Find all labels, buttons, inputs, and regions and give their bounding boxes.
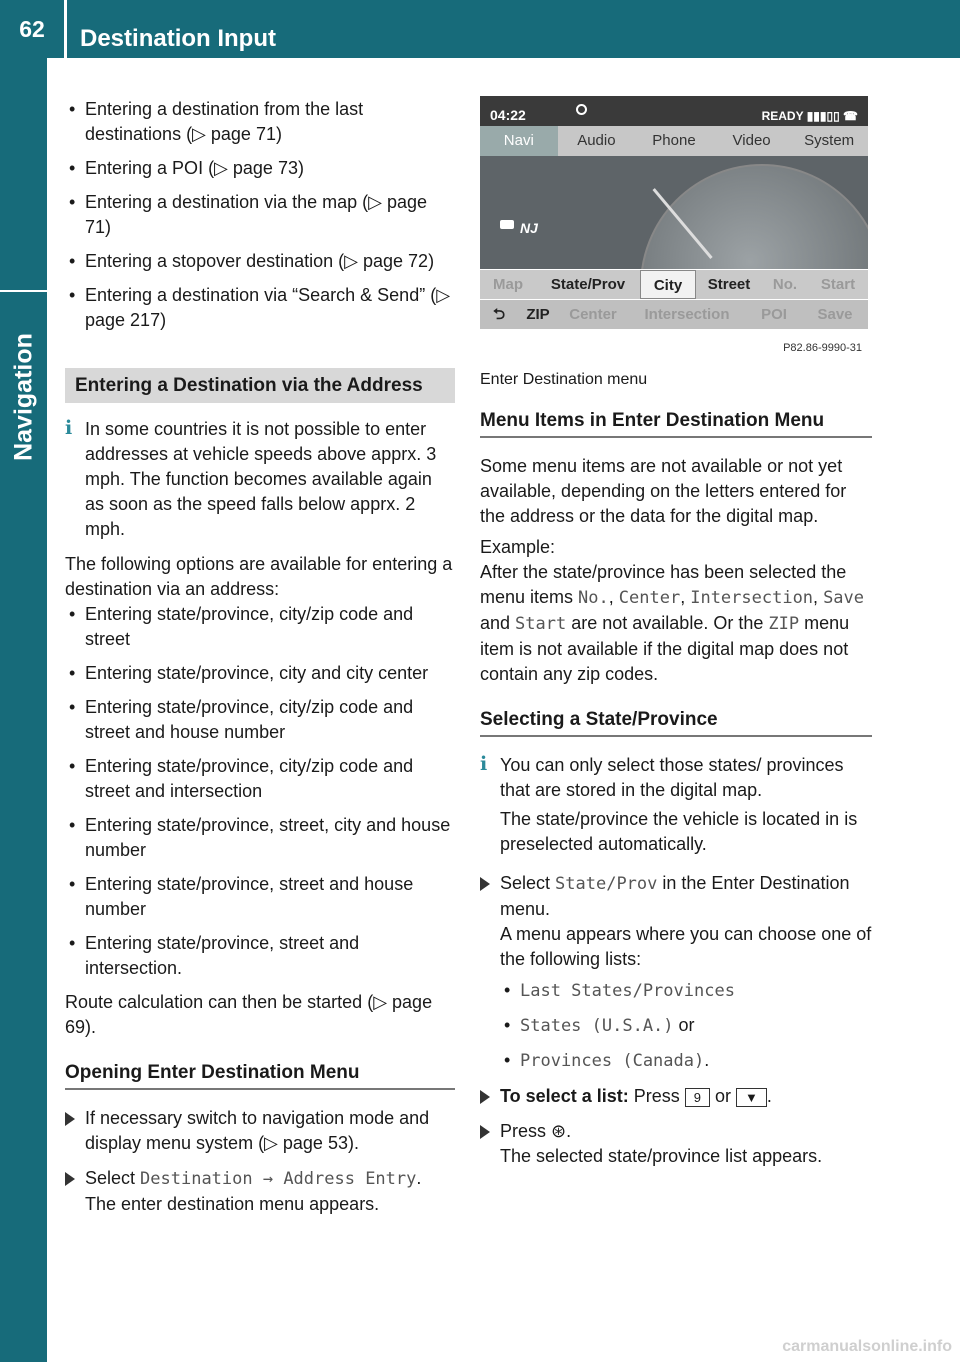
menu-code: Start	[515, 614, 567, 634]
list-item-text: Entering a stopover destination (▷ page 72)	[85, 251, 435, 271]
example-text: and	[480, 613, 516, 633]
down-key-icon: ▼	[736, 1088, 767, 1107]
screen-menu-item: Center	[569, 306, 617, 323]
list-item: • Entering a destination via “Search & Send” (▷ page 217)	[69, 285, 451, 330]
screen-menu-item: State/Prov	[550, 276, 626, 293]
section-heading-menu-items: Menu Items in Enter Destination Menu	[480, 408, 872, 438]
step-result: A menu appears where you can choose one of the following lists:	[500, 924, 872, 969]
list-item-text: Entering state/province, city/zip code and street and intersection	[85, 756, 414, 801]
list-name: Provinces (Canada)	[520, 1051, 705, 1071]
list-item-text: Entering a destination from the last destinations (▷ page 71)	[85, 99, 364, 144]
map-state-label: NJ	[520, 220, 538, 236]
screen-tab: System	[804, 132, 855, 149]
image-caption: Enter Destination menu	[480, 371, 648, 388]
info-note	[65, 417, 455, 542]
list-item: • States (U.S.A.) or	[504, 1015, 695, 1036]
example-text: menu item is not available if the digital map does not contain any zip codes.	[480, 613, 850, 684]
example-text: are not available. Or the	[566, 613, 769, 633]
list-name: Last States/Provinces	[520, 981, 735, 1001]
side-tab-label: Navigation	[9, 333, 37, 461]
step-result: The enter destination menu appears.	[85, 1194, 380, 1214]
list-item-text: Entering state/province, city/zip code and street	[85, 604, 414, 649]
list-item: • Provinces (Canada).	[504, 1050, 710, 1071]
screen-status: READY ▮▮▮▯▯ ☎	[761, 109, 858, 123]
step-text: Press	[628, 1086, 685, 1106]
step	[480, 1119, 872, 1169]
list-item: • Entering state/province, city/zip code and street	[69, 604, 414, 649]
route-calc-note: Route calculation can then be started (▷ page 69).	[65, 992, 433, 1037]
screen-tab: Audio	[577, 132, 616, 149]
info-text: You can only select those states/ provinces that are stored in the digital map.	[500, 755, 844, 800]
step-text: Select	[85, 1168, 141, 1188]
screen-status-bar	[480, 96, 868, 126]
step-text: .	[766, 1086, 772, 1106]
menu-code: Save	[823, 588, 865, 608]
list-item-text: Entering a destination via the map (▷ page 71)	[85, 192, 428, 237]
list-item-text: Entering state/province, street, city and house number	[85, 815, 451, 860]
screen-menu-item: ZIP	[526, 306, 550, 323]
screen-tab: Navi	[480, 126, 558, 156]
example-text: After the state/province has been selected the menu items	[480, 562, 847, 607]
chapter-title: Destination Input	[80, 25, 276, 52]
screen-nav-icon	[576, 104, 587, 115]
image-code: P82.86-9990-31	[783, 342, 862, 354]
step-arrow-icon	[480, 1125, 490, 1139]
side-tab-label-wrap	[0, 292, 47, 502]
step-text: or	[709, 1086, 736, 1106]
page-number: 62	[19, 15, 45, 42]
list-suffix: .	[704, 1050, 710, 1070]
screen-tab: Phone	[652, 132, 696, 149]
right-column	[480, 96, 872, 1179]
list-item-text: Entering state/province, street and intersection.	[85, 933, 360, 978]
section-heading-state: Selecting a State/Province	[480, 707, 872, 737]
list-suffix: or	[673, 1015, 695, 1035]
menu-code: Intersection	[690, 588, 814, 608]
step	[65, 1106, 455, 1156]
screen-menu-row	[480, 270, 868, 299]
screen-tabs	[480, 126, 868, 156]
list-item: • Entering a destination from the last destinations (▷ page 71)	[69, 99, 364, 144]
step-arrow-icon	[65, 1112, 75, 1126]
step-text: Select	[500, 873, 556, 893]
up-key-icon: 9	[685, 1088, 710, 1107]
step-arrow-icon	[65, 1172, 75, 1186]
list-item-text: Entering state/province, street and house number	[85, 874, 414, 919]
section-heading-address: Entering a Destination via the Address	[65, 368, 455, 403]
header-divider	[64, 0, 67, 58]
list-name: States (U.S.A.)	[520, 1016, 674, 1036]
options-intro: The following options are available for entering a destination via an address:	[65, 554, 453, 599]
screen-menu-row	[480, 300, 868, 329]
screen-menu-item-selected: City	[640, 270, 696, 299]
screen-menu-item: Start	[820, 276, 856, 293]
info-note-cont	[480, 807, 872, 857]
info-note	[480, 753, 872, 803]
screen-menu-item: Intersection	[644, 306, 730, 323]
screen-menu-item: Save	[817, 306, 853, 323]
back-icon: ⮌	[492, 306, 505, 323]
screen-tab: Video	[732, 132, 771, 149]
list-item-text: Entering state/province, city and city center	[85, 663, 429, 683]
list-item: • Last States/Provinces	[504, 980, 735, 1001]
example-text: ,	[680, 587, 691, 607]
step	[480, 871, 872, 1074]
step-text: .	[416, 1168, 422, 1188]
step-text: If necessary switch to navigation mode and display menu system (▷ page 53).	[85, 1108, 430, 1153]
list-item: • Entering state/province, city/zip code and street and house number	[69, 697, 414, 742]
step	[480, 1084, 872, 1109]
screen-time: 04:22	[490, 107, 526, 123]
watermark: carmanualsonline.info	[782, 1338, 952, 1355]
list-item: • Entering a POI (▷ page 73)	[69, 158, 304, 178]
step-arrow-icon	[480, 1090, 490, 1104]
menu-code: No.	[578, 588, 609, 608]
list-item: • Entering state/province, city/zip code and street and intersection	[69, 756, 414, 801]
list-item: • Entering state/province, street, city and house number	[69, 815, 451, 860]
list-item-text: Entering a POI (▷ page 73)	[85, 158, 304, 178]
info-text: The state/province the vehicle is located in is preselected automatically.	[500, 809, 858, 854]
section-heading-open-menu: Opening Enter Destination Menu	[65, 1060, 455, 1090]
list-item: • Entering a stopover destination (▷ page 72)	[69, 251, 435, 271]
menu-code: Center	[618, 588, 681, 608]
step	[65, 1166, 455, 1217]
info-icon: i	[480, 753, 488, 775]
menu-code: ZIP	[768, 614, 800, 634]
screen-map	[480, 156, 868, 269]
example-text: ,	[813, 587, 824, 607]
example-label: Example:	[480, 537, 556, 557]
step-text: in the Enter Destination menu.	[500, 873, 850, 919]
list-item: • Entering state/province, street and house number	[69, 874, 414, 919]
side-tab-top	[0, 58, 47, 292]
screen-menu-item: Street	[707, 276, 751, 293]
menu-path: Destination → Address Entry	[140, 1169, 417, 1189]
destination-screen-image	[480, 96, 868, 358]
menu-items-para: Some menu items are not available or not yet available, depending on the letters entered for the address or the data for the digital map.	[480, 456, 847, 526]
step-label: To select a list:	[500, 1086, 629, 1106]
list-item: • Entering a destination via the map (▷ page 71)	[69, 192, 428, 237]
step-arrow-icon	[480, 877, 490, 891]
car-icon	[500, 220, 514, 229]
step-text: Press ⊛.	[500, 1121, 572, 1141]
screen-menu-item: Map	[493, 276, 523, 293]
list-item-text: Entering state/province, city/zip code and street and house number	[85, 697, 414, 742]
info-text: In some countries it is not possible to enter addresses at vehicle speeds above apprx. 3 mph. The function becomes available again as soon as the speed falls below apprx. 2 mph.	[85, 419, 437, 539]
list-item: • Entering state/province, city and city center	[69, 663, 429, 683]
left-column	[65, 97, 455, 1227]
example-text: ,	[608, 587, 619, 607]
list-item-text: Entering a destination via “Search & Send” (▷ page 217)	[85, 285, 451, 330]
list-item: • Entering state/province, street and intersection.	[69, 933, 360, 978]
screen-menu-item: POI	[761, 306, 787, 323]
info-icon: i	[65, 417, 73, 439]
example-para	[480, 560, 872, 687]
menu-code: State/Prov	[555, 874, 658, 894]
step-result: The selected state/province list appears.	[500, 1146, 823, 1166]
screen-menu-item: No.	[772, 276, 798, 293]
